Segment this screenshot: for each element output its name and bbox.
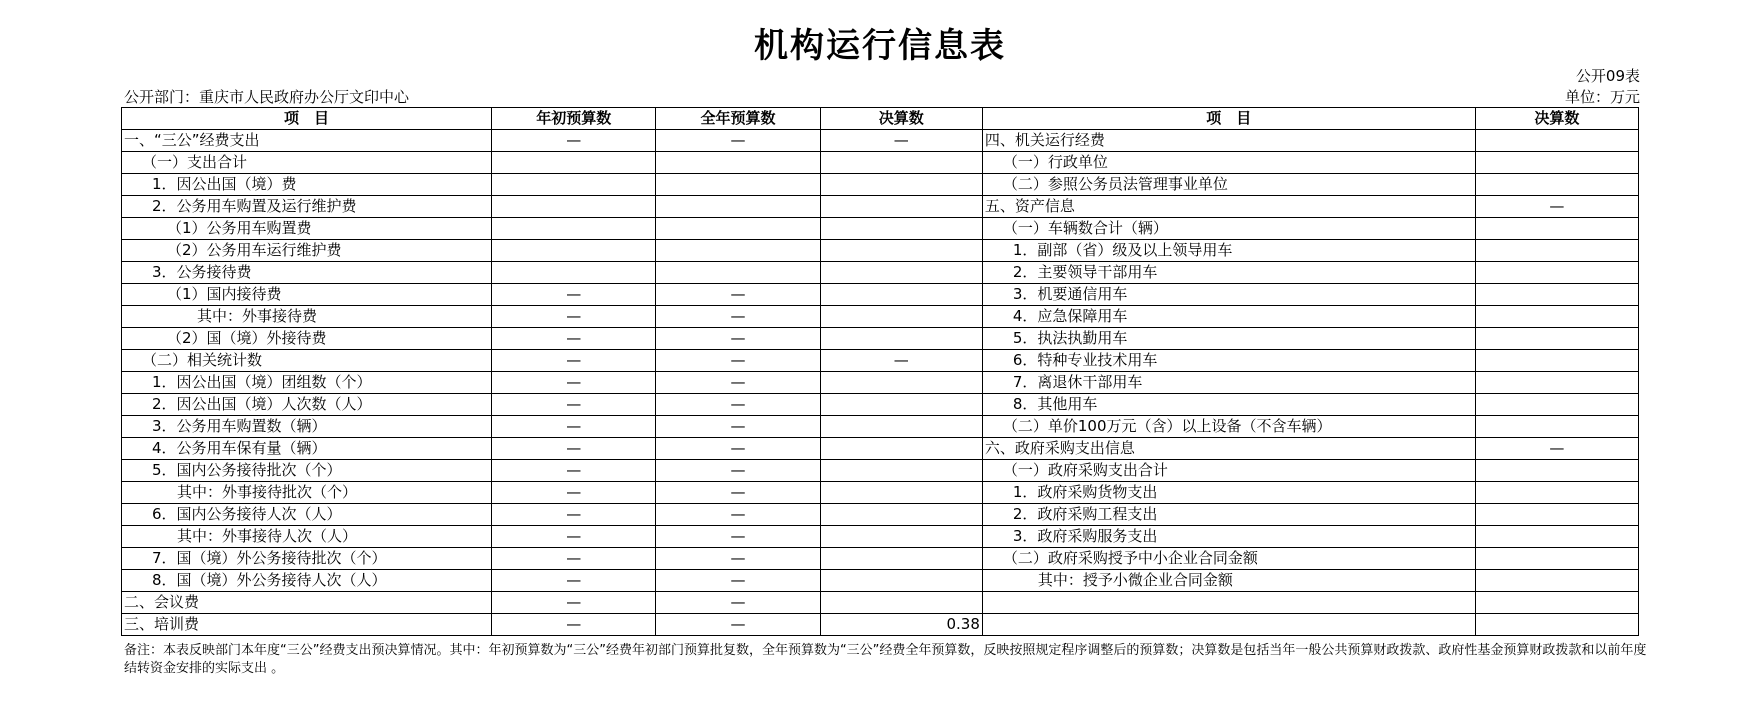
final-right-cell: — — [1475, 438, 1638, 460]
initial-budget-cell: — — [492, 504, 656, 526]
header-initial-budget: 年初预算数 — [492, 108, 656, 130]
item-left-cell: 6．国内公务接待人次（人） — [122, 504, 492, 526]
initial-budget-cell: — — [492, 284, 656, 306]
initial-budget-cell — [492, 218, 656, 240]
initial-budget-cell: — — [492, 460, 656, 482]
final-left-cell — [820, 240, 982, 262]
item-left-cell: 三、培训费 — [122, 614, 492, 636]
annual-budget-cell: — — [656, 548, 820, 570]
item-right-cell — [982, 592, 1475, 614]
table-row — [122, 328, 1639, 350]
table-row — [122, 218, 1639, 240]
item-left-cell: （1）公务用车购置费 — [122, 218, 492, 240]
item-right-cell: 五、资产信息 — [982, 196, 1475, 218]
item-right-cell: （一）车辆数合计（辆） — [982, 218, 1475, 240]
initial-budget-cell: — — [492, 350, 656, 372]
item-right-cell: 4．应急保障用车 — [982, 306, 1475, 328]
final-right-cell — [1475, 416, 1638, 438]
final-right-cell — [1475, 130, 1638, 152]
initial-budget-cell: — — [492, 592, 656, 614]
table-row — [122, 262, 1639, 284]
final-left-cell — [820, 372, 982, 394]
final-right-cell — [1475, 174, 1638, 196]
final-right-cell — [1475, 218, 1638, 240]
annual-budget-cell: — — [656, 284, 820, 306]
header-item-left: 项 目 — [122, 108, 492, 130]
table-row — [122, 350, 1639, 372]
item-left-cell: （一）支出合计 — [122, 152, 492, 174]
item-left-cell: （2）公务用车运行维护费 — [122, 240, 492, 262]
initial-budget-cell: — — [492, 372, 656, 394]
header-final-right: 决算数 — [1475, 108, 1638, 130]
annual-budget-cell: — — [656, 350, 820, 372]
item-right-cell: 8．其他用车 — [982, 394, 1475, 416]
table-row — [122, 416, 1639, 438]
final-right-cell — [1475, 526, 1638, 548]
final-left-cell — [820, 394, 982, 416]
table-row — [122, 482, 1639, 504]
initial-budget-cell: — — [492, 416, 656, 438]
final-right-cell — [1475, 504, 1638, 526]
table-row — [122, 284, 1639, 306]
item-right-cell: 2．主要领导干部用车 — [982, 262, 1475, 284]
item-left-cell: 5．国内公务接待批次（个） — [122, 460, 492, 482]
item-left-cell: 7．国（境）外公务接待批次（个） — [122, 548, 492, 570]
item-left-cell: 其中：外事接待人次（人） — [122, 526, 492, 548]
final-right-cell — [1475, 262, 1638, 284]
annual-budget-cell — [656, 152, 820, 174]
final-left-cell — [820, 526, 982, 548]
item-left-cell: （2）国（境）外接待费 — [122, 328, 492, 350]
initial-budget-cell: — — [492, 394, 656, 416]
final-right-cell — [1475, 394, 1638, 416]
item-right-cell: 6．特种专业技术用车 — [982, 350, 1475, 372]
item-right-cell — [982, 614, 1475, 636]
header-item-right: 项 目 — [982, 108, 1475, 130]
annual-budget-cell — [656, 262, 820, 284]
table-row — [122, 592, 1639, 614]
annual-budget-cell: — — [656, 416, 820, 438]
item-right-cell: 7．离退休干部用车 — [982, 372, 1475, 394]
final-right-cell — [1475, 592, 1638, 614]
initial-budget-cell — [492, 262, 656, 284]
table-row — [122, 130, 1639, 152]
item-left-cell: 2．因公出国（境）人次数（人） — [122, 394, 492, 416]
item-right-cell: 3．机要通信用车 — [982, 284, 1475, 306]
annual-budget-cell — [656, 174, 820, 196]
annual-budget-cell: — — [656, 526, 820, 548]
item-right-cell: 2．政府采购工程支出 — [982, 504, 1475, 526]
annual-budget-cell: — — [656, 394, 820, 416]
final-right-cell — [1475, 306, 1638, 328]
initial-budget-cell: — — [492, 306, 656, 328]
annual-budget-cell: — — [656, 372, 820, 394]
initial-budget-cell — [492, 240, 656, 262]
item-right-cell: 六、政府采购支出信息 — [982, 438, 1475, 460]
table-row — [122, 196, 1639, 218]
item-right-cell: 3．政府采购服务支出 — [982, 526, 1475, 548]
table-header-row — [122, 108, 1639, 130]
table-row — [122, 614, 1639, 636]
final-left-cell — [820, 218, 982, 240]
department-label: 公开部门：重庆市人民政府办公厅文印中心 — [124, 88, 410, 106]
final-left-cell: — — [820, 350, 982, 372]
final-right-cell — [1475, 240, 1638, 262]
final-right-cell — [1475, 570, 1638, 592]
item-left-cell: 其中：外事接待批次（个） — [122, 482, 492, 504]
initial-budget-cell: — — [492, 614, 656, 636]
item-left-cell: 3．公务用车购置数（辆） — [122, 416, 492, 438]
final-right-cell — [1475, 372, 1638, 394]
table-row — [122, 548, 1639, 570]
table-row — [122, 306, 1639, 328]
item-left-cell: 一、“三公”经费支出 — [122, 130, 492, 152]
final-left-cell — [820, 570, 982, 592]
annual-budget-cell: — — [656, 130, 820, 152]
final-right-cell — [1475, 152, 1638, 174]
final-right-cell — [1475, 350, 1638, 372]
final-left-cell — [820, 284, 982, 306]
table-row — [122, 240, 1639, 262]
table-row — [122, 504, 1639, 526]
item-right-cell: 1．副部（省）级及以上领导用车 — [982, 240, 1475, 262]
table-row — [122, 394, 1639, 416]
final-left-cell — [820, 548, 982, 570]
annual-budget-cell: — — [656, 460, 820, 482]
item-right-cell: （二）单价100万元（含）以上设备（不含车辆） — [982, 416, 1475, 438]
item-right-cell: （一）行政单位 — [982, 152, 1475, 174]
item-right-cell: 5．执法执勤用车 — [982, 328, 1475, 350]
final-left-cell — [820, 306, 982, 328]
item-left-cell: 2．公务用车购置及运行维护费 — [122, 196, 492, 218]
final-left-cell — [820, 416, 982, 438]
final-left-cell — [820, 438, 982, 460]
annual-budget-cell — [656, 240, 820, 262]
final-left-cell — [820, 262, 982, 284]
item-left-cell: 1．因公出国（境）费 — [122, 174, 492, 196]
initial-budget-cell — [492, 196, 656, 218]
table-row — [122, 372, 1639, 394]
annual-budget-cell: — — [656, 570, 820, 592]
initial-budget-cell: — — [492, 482, 656, 504]
annual-budget-cell: — — [656, 592, 820, 614]
final-right-cell — [1475, 548, 1638, 570]
final-left-cell — [820, 152, 982, 174]
item-left-cell: 3．公务接待费 — [122, 262, 492, 284]
final-right-cell: — — [1475, 196, 1638, 218]
annual-budget-cell: — — [656, 614, 820, 636]
header-annual-budget: 全年预算数 — [656, 108, 820, 130]
item-left-cell: 8．国（境）外公务接待人次（人） — [122, 570, 492, 592]
item-left-cell: 其中：外事接待费 — [122, 306, 492, 328]
final-right-cell — [1475, 284, 1638, 306]
initial-budget-cell: — — [492, 130, 656, 152]
final-right-cell — [1475, 328, 1638, 350]
final-left-cell — [820, 196, 982, 218]
table-row — [122, 152, 1639, 174]
annual-budget-cell — [656, 218, 820, 240]
info-table — [121, 107, 1639, 636]
final-left-cell — [820, 482, 982, 504]
final-left-cell — [820, 504, 982, 526]
final-left-cell: — — [820, 130, 982, 152]
table-row — [122, 174, 1639, 196]
initial-budget-cell: — — [492, 526, 656, 548]
form-number: 公开09表 — [1575, 67, 1640, 85]
annual-budget-cell — [656, 196, 820, 218]
final-left-cell — [820, 328, 982, 350]
initial-budget-cell — [492, 152, 656, 174]
item-right-cell: 四、机关运行经费 — [982, 130, 1475, 152]
page-title: 机构运行信息表 — [754, 26, 1006, 66]
item-right-cell: （二）政府采购授予中小企业合同金额 — [982, 548, 1475, 570]
item-right-cell: （一）政府采购支出合计 — [982, 460, 1475, 482]
annual-budget-cell: — — [656, 504, 820, 526]
annual-budget-cell: — — [656, 306, 820, 328]
table-row — [122, 460, 1639, 482]
final-right-cell — [1475, 460, 1638, 482]
annual-budget-cell: — — [656, 438, 820, 460]
final-left-cell: 0.38 — [820, 614, 982, 636]
item-left-cell: 1．因公出国（境）团组数（个） — [122, 372, 492, 394]
header-final-left: 决算数 — [820, 108, 982, 130]
initial-budget-cell: — — [492, 548, 656, 570]
footnote: 备注：本表反映部门本年度“三公”经费支出预决算情况。其中：年初预算数为“三公”经费年初部门预算批复数，全年预算数为“三公”经费全年预算数，反映按照规定程序调整后的预算数；决算数是包括当年一般公共预算财政拨款、政府性基金预算财政拨款和以前年度结转资金安排的实际支出 。 — [124, 643, 1647, 676]
initial-budget-cell: — — [492, 438, 656, 460]
initial-budget-cell: — — [492, 328, 656, 350]
item-left-cell: （二）相关统计数 — [122, 350, 492, 372]
item-right-cell: 其中：授予小微企业合同金额 — [982, 570, 1475, 592]
final-right-cell — [1475, 482, 1638, 504]
final-right-cell — [1475, 614, 1638, 636]
initial-budget-cell — [492, 174, 656, 196]
item-left-cell: 二、会议费 — [122, 592, 492, 614]
unit-label: 单位：万元 — [1564, 88, 1640, 106]
final-left-cell — [820, 592, 982, 614]
table-row — [122, 438, 1639, 460]
final-left-cell — [820, 174, 982, 196]
annual-budget-cell: — — [656, 328, 820, 350]
item-left-cell: （1）国内接待费 — [122, 284, 492, 306]
final-left-cell — [820, 460, 982, 482]
initial-budget-cell: — — [492, 570, 656, 592]
table-row — [122, 570, 1639, 592]
annual-budget-cell: — — [656, 482, 820, 504]
item-left-cell: 4．公务用车保有量（辆） — [122, 438, 492, 460]
table-row — [122, 526, 1639, 548]
item-right-cell: 1．政府采购货物支出 — [982, 482, 1475, 504]
item-right-cell: （二）参照公务员法管理事业单位 — [982, 174, 1475, 196]
